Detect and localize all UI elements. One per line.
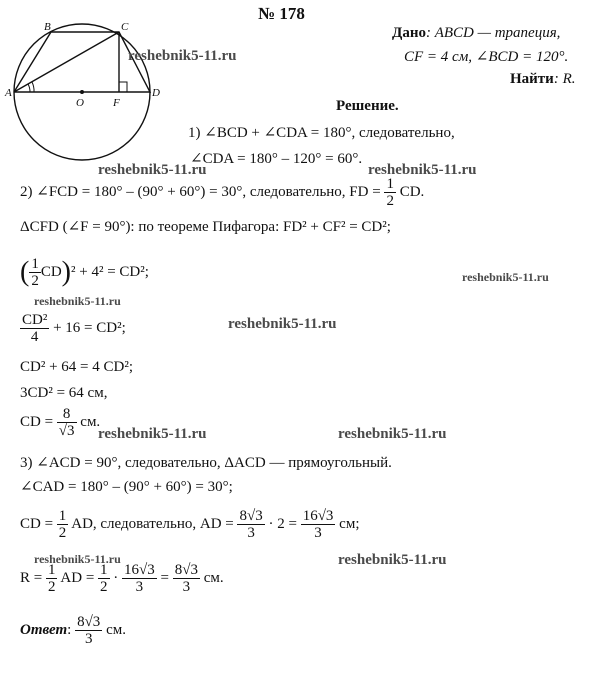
label-d: D — [152, 87, 160, 99]
line-5-b: ² + 4² = CD²; — [71, 263, 149, 280]
line-3-a: 2) ∠FCD = 180° – (90° + 60°) = 30°, следовательно, FD = — [20, 183, 381, 200]
line-13-b: AD = — [60, 569, 95, 586]
watermark: reshebnik5-11.ru — [34, 294, 121, 308]
paren-open: ( — [20, 256, 30, 288]
fraction-num: 16√3 — [124, 562, 155, 578]
fraction-den: 3 — [84, 631, 93, 647]
label-a: A — [5, 87, 12, 99]
line-12-b: AD, следовательно, AD = — [71, 515, 234, 532]
line-3-b: CD. — [399, 183, 425, 200]
paren-close: ) — [61, 256, 71, 288]
line-5-a: CD — [40, 263, 62, 280]
watermark: reshebnik5-11.ru — [462, 270, 549, 284]
line-12-c: · 2 = — [268, 515, 297, 532]
given-text-1: : ABCD — трапеция, — [425, 25, 561, 41]
center-point — [80, 90, 84, 94]
line-4: ΔCFD (∠F = 90°): по теореме Пифагора: FD² + CF² = CD²; — [20, 219, 391, 235]
line-6-b: + 16 = CD²; — [53, 319, 126, 336]
watermark: reshebnik5-11.ru — [338, 426, 447, 442]
fraction-den: 3 — [135, 579, 144, 595]
line-6 — [20, 312, 126, 345]
line-10: 3) ∠ACD = 90°, следовательно, ΔACD — прямоугольный. — [20, 455, 392, 471]
line-11: ∠CAD = 180° – (90° + 60°) = 30°; — [20, 479, 233, 495]
right-angle-mark — [119, 82, 127, 92]
answer-unit: см. — [106, 621, 126, 638]
fraction — [122, 562, 157, 595]
problem-number: № 178 — [258, 4, 305, 23]
line-5 — [20, 256, 149, 289]
watermark: reshebnik5-11.ru — [128, 48, 237, 64]
fraction — [384, 176, 396, 209]
line-12-d: см; — [339, 515, 360, 532]
angle-mark-a2 — [32, 82, 34, 92]
fraction-num: 1 — [31, 256, 39, 272]
given-line-2: CF = 4 см, ∠BCD = 120°. — [404, 49, 569, 65]
line-12 — [20, 508, 360, 541]
fraction-num: 1 — [386, 176, 394, 192]
watermark: reshebnik5-11.ru — [368, 162, 477, 178]
line-13-a: R = — [20, 569, 43, 586]
fraction — [75, 614, 102, 647]
fraction-num: 1 — [100, 562, 108, 578]
geometry-figure — [4, 22, 164, 172]
fraction — [301, 508, 336, 541]
solution-title: Решение. — [336, 98, 399, 114]
fraction-num: 8√3 — [77, 614, 101, 630]
fraction-num: 16√3 — [302, 508, 334, 524]
fraction — [57, 508, 69, 541]
watermark: reshebnik5-11.ru — [34, 552, 121, 566]
label-b: B — [44, 22, 51, 33]
fraction-den: 4 — [30, 329, 39, 345]
line-7: CD² + 64 = 4 CD²; — [20, 359, 134, 375]
answer-line: Ответ: $\frac{8√3}{3}$ см. — [20, 614, 126, 647]
line-3 — [20, 176, 424, 209]
fraction-den: 2 — [47, 579, 56, 595]
fraction-num: CD² — [22, 312, 48, 328]
watermark: reshebnik5-11.ru — [98, 426, 207, 442]
watermark: reshebnik5-11.ru — [228, 316, 337, 332]
fraction — [173, 562, 200, 595]
fraction-den: 3 — [247, 525, 255, 541]
line-13-e: см. — [203, 569, 224, 586]
angle-mark-a — [28, 84, 30, 92]
fraction-den: 2 — [31, 273, 39, 289]
line-2: ∠CDA = 180° – 120° = 60°. — [190, 151, 363, 167]
watermark: reshebnik5-11.ru — [98, 162, 207, 178]
fraction-num: 1 — [58, 508, 67, 524]
line-9-a: CD = — [20, 413, 54, 430]
diagonal-ac — [14, 32, 119, 92]
fraction-den: 2 — [58, 525, 67, 541]
line-12-a: CD = — [20, 515, 54, 532]
line-9 — [20, 406, 100, 439]
fraction — [57, 406, 77, 439]
given-label: Дано — [392, 25, 426, 41]
fraction-den: 2 — [100, 579, 108, 595]
watermark: reshebnik5-11.ru — [338, 552, 447, 568]
fraction-den: √3 — [58, 423, 75, 439]
fraction — [237, 508, 264, 541]
answer-label: Ответ — [20, 621, 68, 638]
label-o: O — [76, 97, 84, 109]
line-13-c: · — [113, 569, 119, 586]
fraction-den: 3 — [314, 525, 322, 541]
fraction — [29, 256, 41, 289]
line-1: 1) ∠BCD + ∠CDA = 180°, следовательно, — [188, 125, 455, 141]
line-8: 3CD² = 64 см, — [20, 385, 108, 401]
label-c: C — [121, 22, 129, 33]
line-13-d: = — [160, 569, 169, 586]
fraction — [20, 312, 49, 345]
label-f: F — [113, 97, 120, 109]
fraction-num: 8√3 — [174, 562, 198, 578]
fraction-num: 8 — [57, 406, 77, 423]
line-9-b: см. — [80, 413, 101, 430]
find-text: : R. — [553, 71, 576, 87]
fraction-num: 1 — [47, 562, 56, 578]
given-line-1 — [392, 24, 560, 42]
find-line — [510, 70, 576, 88]
fraction-den: 2 — [386, 193, 394, 209]
find-label: Найти — [510, 71, 554, 87]
fraction-num: 8√3 — [239, 508, 263, 524]
fraction-den: 3 — [182, 579, 191, 595]
